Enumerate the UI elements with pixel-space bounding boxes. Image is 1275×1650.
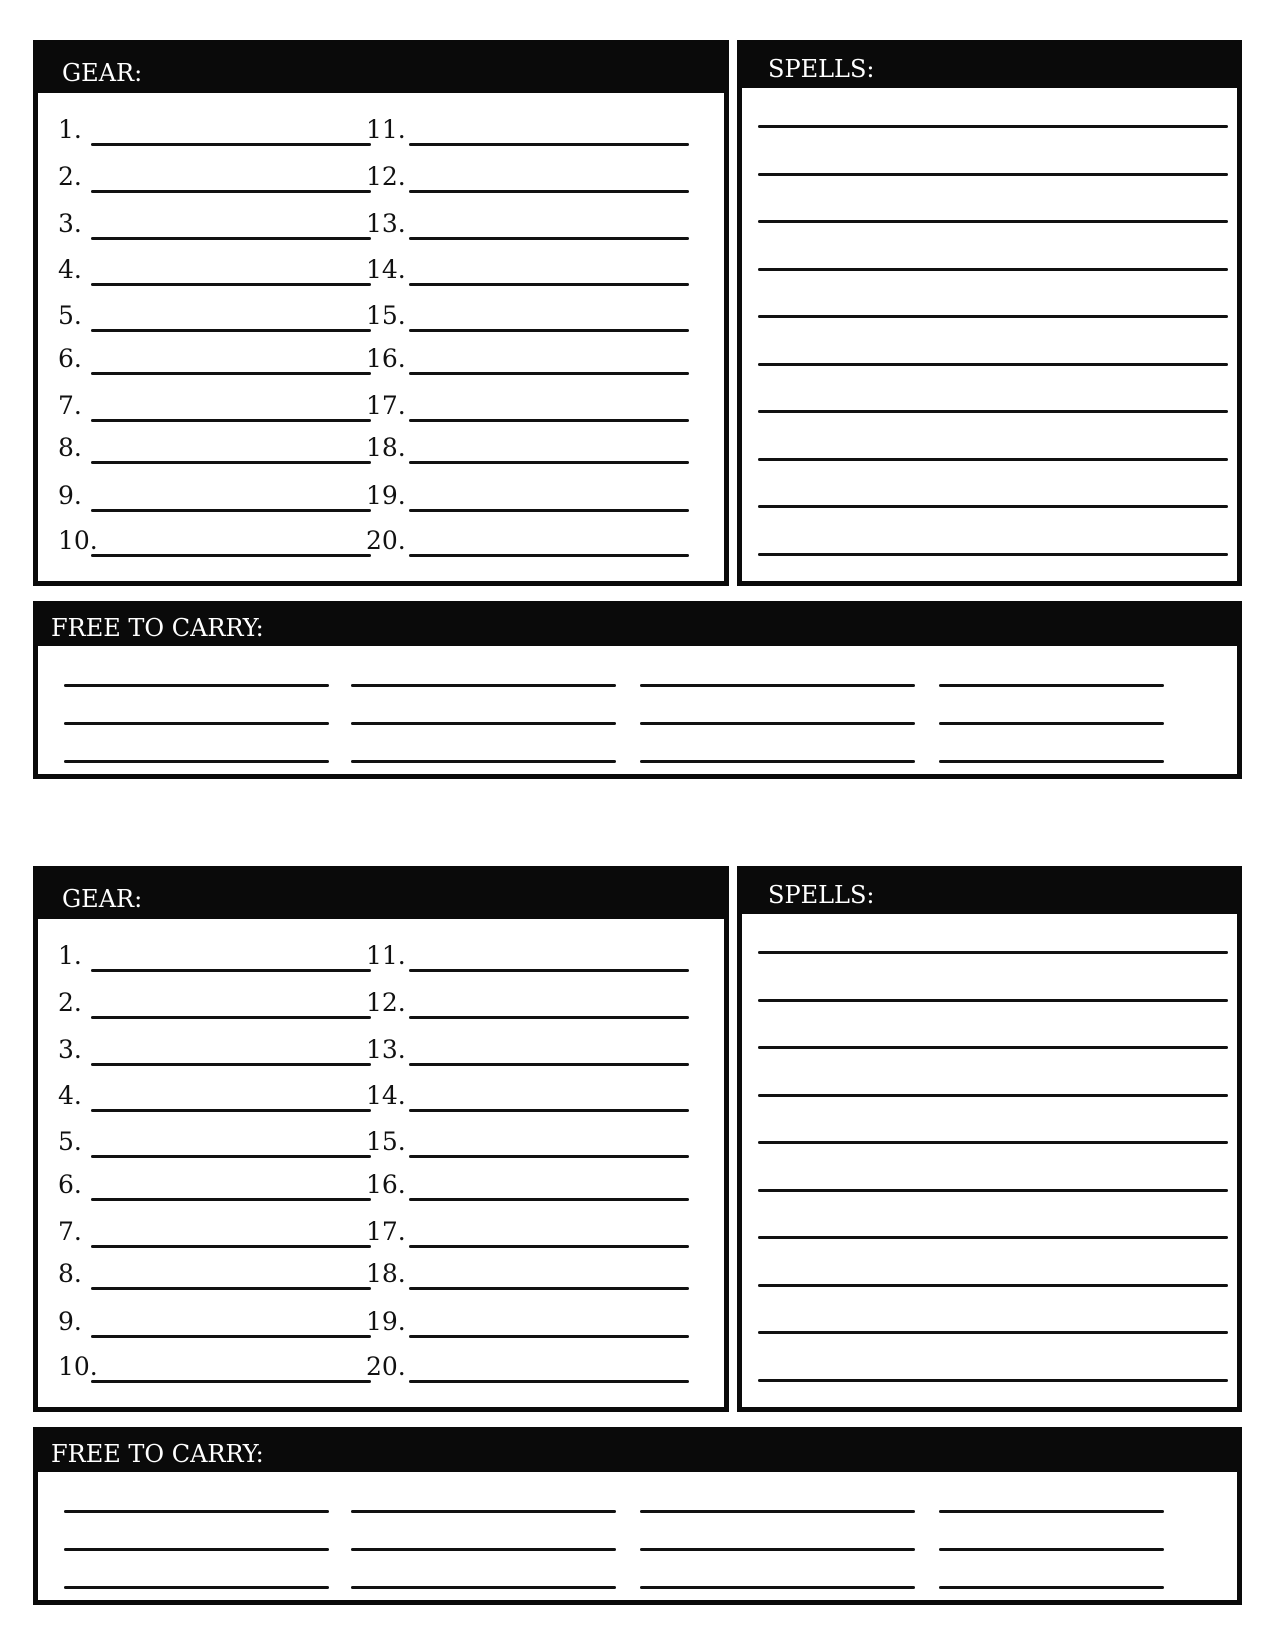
- gear-slot-number: 20.: [366, 526, 406, 555]
- gear-title: GEAR:: [62, 885, 143, 913]
- gear-slot-number: 17.: [366, 391, 406, 420]
- gear-row: [38, 1076, 724, 1116]
- spells-header: [742, 871, 1237, 914]
- free-to-carry-header: [38, 1432, 1237, 1472]
- gear-slot-number: 18.: [366, 433, 406, 462]
- gear-slot-number: 12.: [366, 988, 406, 1017]
- gear-slot-line[interactable]: [409, 419, 689, 422]
- gear-row: [38, 428, 724, 468]
- gear-slot-line[interactable]: [91, 509, 371, 512]
- gear-row: [38, 1030, 724, 1070]
- gear-slot-number: 5.: [58, 301, 82, 330]
- spells-title: SPELLS:: [768, 55, 875, 83]
- gear-slot-number: 13.: [366, 1035, 406, 1064]
- gear-slot-line[interactable]: [91, 1109, 371, 1112]
- gear-slot-line[interactable]: [91, 554, 371, 557]
- carry-line[interactable]: [351, 722, 616, 725]
- gear-slot-number: 12.: [366, 162, 406, 191]
- carry-line[interactable]: [939, 1586, 1164, 1589]
- gear-slot-number: 7.: [58, 1217, 82, 1246]
- gear-slot-line[interactable]: [91, 190, 371, 193]
- gear-row: [38, 983, 724, 1023]
- gear-row: [38, 1122, 724, 1162]
- gear-slot-number: 18.: [366, 1259, 406, 1288]
- carry-line[interactable]: [351, 1586, 616, 1589]
- gear-header: [38, 871, 724, 919]
- gear-slot-line[interactable]: [91, 1380, 371, 1383]
- carry-line[interactable]: [640, 1548, 915, 1551]
- free-to-carry-panel: [33, 601, 1242, 779]
- gear-slot-line[interactable]: [409, 372, 689, 375]
- gear-slot-number: 11.: [366, 941, 406, 970]
- gear-row: [38, 1212, 724, 1252]
- carry-line[interactable]: [64, 722, 329, 725]
- gear-slot-line[interactable]: [409, 969, 689, 972]
- gear-row: [38, 339, 724, 379]
- gear-row: [38, 476, 724, 516]
- spell-line[interactable]: [758, 999, 1228, 1002]
- gear-slot-line[interactable]: [91, 461, 371, 464]
- gear-slot-number: 10.: [58, 1352, 98, 1381]
- carry-line[interactable]: [939, 1548, 1164, 1551]
- spell-line[interactable]: [758, 268, 1228, 271]
- gear-slot-number: 2.: [58, 162, 82, 191]
- gear-slot-line[interactable]: [409, 143, 689, 146]
- gear-slot-number: 10.: [58, 526, 98, 555]
- gear-slot-line[interactable]: [91, 329, 371, 332]
- gear-slot-number: 13.: [366, 209, 406, 238]
- gear-slot-line[interactable]: [409, 1380, 689, 1383]
- spells-panel: [737, 866, 1242, 1412]
- gear-row: [38, 1302, 724, 1342]
- spell-line[interactable]: [758, 410, 1228, 413]
- character-sheet-top: [0, 0, 1275, 740]
- spell-line[interactable]: [758, 1331, 1228, 1334]
- spell-line[interactable]: [758, 173, 1228, 176]
- gear-row: [38, 1165, 724, 1205]
- gear-slot-line[interactable]: [91, 1335, 371, 1338]
- gear-slot-line[interactable]: [409, 1016, 689, 1019]
- gear-slot-line[interactable]: [409, 1245, 689, 1248]
- gear-slot-number: 9.: [58, 481, 82, 510]
- gear-row: [38, 936, 724, 976]
- carry-line[interactable]: [351, 760, 616, 763]
- carry-line[interactable]: [351, 1548, 616, 1551]
- gear-slot-number: 19.: [366, 481, 406, 510]
- gear-row: [38, 204, 724, 244]
- carry-line[interactable]: [939, 760, 1164, 763]
- carry-line[interactable]: [640, 722, 915, 725]
- gear-panel: [33, 40, 729, 586]
- gear-slot-line[interactable]: [91, 969, 371, 972]
- free-to-carry-header: [38, 606, 1237, 646]
- gear-slot-number: 3.: [58, 209, 82, 238]
- gear-slot-number: 6.: [58, 344, 82, 373]
- spell-line[interactable]: [758, 125, 1228, 128]
- gear-slot-number: 15.: [366, 1127, 406, 1156]
- gear-slot-number: 4.: [58, 255, 82, 284]
- spell-line[interactable]: [758, 505, 1228, 508]
- gear-slot-number: 20.: [366, 1352, 406, 1381]
- gear-slot-line[interactable]: [91, 1198, 371, 1201]
- gear-slot-number: 16.: [366, 1170, 406, 1199]
- gear-row: [38, 521, 724, 561]
- spell-line[interactable]: [758, 1189, 1228, 1192]
- spells-header: [742, 45, 1237, 88]
- gear-slot-line[interactable]: [409, 1287, 689, 1290]
- gear-slot-line[interactable]: [91, 372, 371, 375]
- gear-slot-number: 14.: [366, 1081, 406, 1110]
- gear-slot-number: 6.: [58, 1170, 82, 1199]
- gear-slot-line[interactable]: [409, 190, 689, 193]
- gear-row: [38, 110, 724, 150]
- gear-slot-line[interactable]: [409, 1335, 689, 1338]
- gear-slot-number: 2.: [58, 988, 82, 1017]
- gear-slot-number: 3.: [58, 1035, 82, 1064]
- gear-row: [38, 250, 724, 290]
- gear-slot-number: 4.: [58, 1081, 82, 1110]
- gear-slot-number: 1.: [58, 941, 82, 970]
- spell-line[interactable]: [758, 220, 1228, 223]
- spell-line[interactable]: [758, 951, 1228, 954]
- gear-slot-number: 15.: [366, 301, 406, 330]
- gear-slot-line[interactable]: [91, 1245, 371, 1248]
- spell-line[interactable]: [758, 1284, 1228, 1287]
- gear-panel: [33, 866, 729, 1412]
- carry-line[interactable]: [640, 1510, 915, 1513]
- free-to-carry-title: FREE TO CARRY:: [51, 614, 264, 642]
- spell-line[interactable]: [758, 1379, 1228, 1382]
- free-to-carry-title: FREE TO CARRY:: [51, 1440, 264, 1468]
- gear-row: [38, 1347, 724, 1387]
- free-to-carry-panel: [33, 1427, 1242, 1605]
- character-sheet-bottom: [0, 826, 1275, 1566]
- gear-row: [38, 296, 724, 336]
- gear-slot-line[interactable]: [91, 1287, 371, 1290]
- gear-slot-number: 8.: [58, 1259, 82, 1288]
- spell-line[interactable]: [758, 1141, 1228, 1144]
- gear-slot-line[interactable]: [91, 143, 371, 146]
- carry-line[interactable]: [64, 1548, 329, 1551]
- gear-slot-line[interactable]: [409, 237, 689, 240]
- gear-slot-line[interactable]: [409, 329, 689, 332]
- gear-slot-line[interactable]: [409, 1063, 689, 1066]
- gear-slot-line[interactable]: [91, 237, 371, 240]
- gear-slot-number: 9.: [58, 1307, 82, 1336]
- gear-slot-line[interactable]: [409, 1198, 689, 1201]
- gear-slot-line[interactable]: [409, 509, 689, 512]
- carry-line[interactable]: [640, 684, 915, 687]
- spells-panel: [737, 40, 1242, 586]
- gear-slot-line[interactable]: [409, 283, 689, 286]
- gear-slot-number: 19.: [366, 1307, 406, 1336]
- gear-slot-line[interactable]: [91, 283, 371, 286]
- spell-line[interactable]: [758, 553, 1228, 556]
- gear-slot-line[interactable]: [409, 1109, 689, 1112]
- gear-slot-line[interactable]: [409, 554, 689, 557]
- carry-line[interactable]: [351, 684, 616, 687]
- gear-slot-number: 11.: [366, 115, 406, 144]
- carry-line[interactable]: [64, 1586, 329, 1589]
- spell-line[interactable]: [758, 1094, 1228, 1097]
- gear-slot-number: 5.: [58, 1127, 82, 1156]
- gear-slot-number: 14.: [366, 255, 406, 284]
- gear-slot-line[interactable]: [91, 1016, 371, 1019]
- spell-line[interactable]: [758, 315, 1228, 318]
- gear-slot-number: 1.: [58, 115, 82, 144]
- carry-line[interactable]: [640, 1586, 915, 1589]
- gear-slot-line[interactable]: [91, 1063, 371, 1066]
- carry-line[interactable]: [351, 1510, 616, 1513]
- gear-slot-line[interactable]: [409, 1155, 689, 1158]
- gear-row: [38, 1254, 724, 1294]
- gear-header: [38, 45, 724, 93]
- gear-slot-line[interactable]: [409, 461, 689, 464]
- carry-line[interactable]: [939, 684, 1164, 687]
- carry-line[interactable]: [64, 684, 329, 687]
- spell-line[interactable]: [758, 1236, 1228, 1239]
- gear-slot-number: 8.: [58, 433, 82, 462]
- carry-line[interactable]: [64, 760, 329, 763]
- gear-row: [38, 386, 724, 426]
- gear-slot-number: 17.: [366, 1217, 406, 1246]
- spells-title: SPELLS:: [768, 881, 875, 909]
- gear-slot-line[interactable]: [91, 419, 371, 422]
- carry-line[interactable]: [939, 1510, 1164, 1513]
- gear-slot-line[interactable]: [91, 1155, 371, 1158]
- carry-line[interactable]: [640, 760, 915, 763]
- gear-title: GEAR:: [62, 59, 143, 87]
- gear-slot-number: 7.: [58, 391, 82, 420]
- carry-line[interactable]: [64, 1510, 329, 1513]
- gear-row: [38, 157, 724, 197]
- gear-slot-number: 16.: [366, 344, 406, 373]
- spell-line[interactable]: [758, 458, 1228, 461]
- spell-line[interactable]: [758, 363, 1228, 366]
- spell-line[interactable]: [758, 1046, 1228, 1049]
- carry-line[interactable]: [939, 722, 1164, 725]
